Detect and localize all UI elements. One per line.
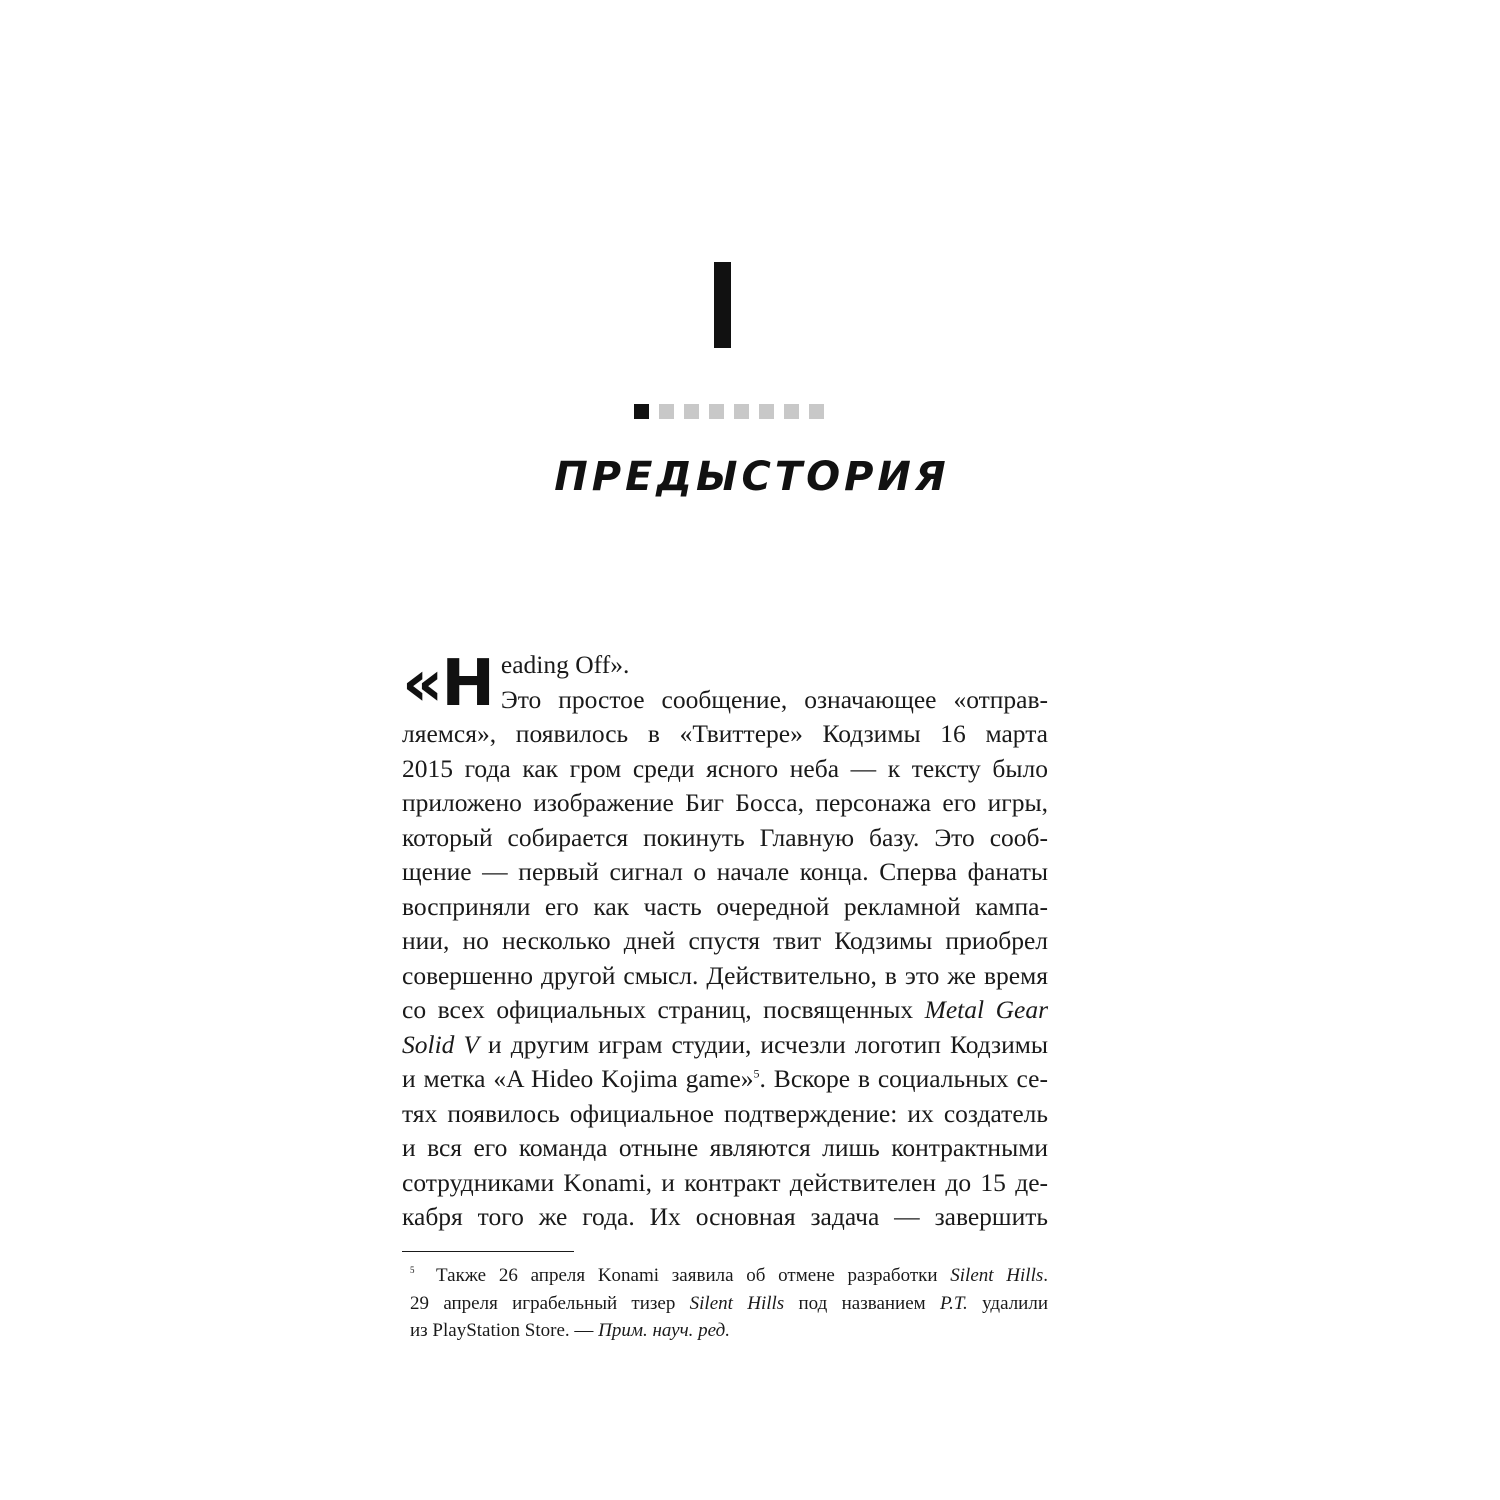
- footnote-text: 29 апреля играбельный тизер: [410, 1292, 690, 1314]
- body-line: [402, 855, 1048, 890]
- body-line: [402, 683, 1048, 718]
- footnote-text: удалили: [967, 1292, 1048, 1314]
- footnote-text: [402, 1262, 1048, 1345]
- body-line: [402, 648, 1048, 683]
- body-line: [402, 821, 1048, 856]
- footnote-line: [402, 1317, 1048, 1345]
- body-lines: [402, 648, 1048, 1235]
- footnote-text: Также 26 апреля Konami заявила об отмене разработки: [436, 1265, 951, 1286]
- body-italic-text: Metal Gear: [924, 995, 1048, 1024]
- footnote-italic-text: P.T.: [939, 1292, 968, 1314]
- footnote-ref: 5: [753, 1066, 760, 1081]
- body-italic-text: Solid V: [402, 1029, 480, 1059]
- body-text: совершенно другой смысл. Действительно, в это же время: [402, 960, 1048, 990]
- chapter-numeral-glyph: [714, 262, 731, 348]
- body-line: [402, 786, 1048, 821]
- progress-square: [784, 404, 799, 419]
- footnote-line: [402, 1290, 1048, 1318]
- chapter-title: ПРЕДЫСТОРИЯ: [554, 454, 950, 500]
- body-line: [402, 752, 1048, 787]
- progress-square: [734, 404, 749, 419]
- progress-square-active: [634, 404, 649, 419]
- body-text: сотрудниками Konami, и контракт действителен до 15 де-: [402, 1167, 1048, 1197]
- body-line: [402, 890, 1048, 925]
- footnote: [402, 1262, 1048, 1345]
- chapter-progress: [634, 404, 814, 419]
- progress-square: [809, 404, 824, 419]
- footnote-number: 5: [410, 1265, 415, 1275]
- body-text: со всех официальных страниц, посвященных: [402, 995, 925, 1024]
- body-paragraph: [402, 648, 1048, 1235]
- body-line: [402, 1200, 1048, 1235]
- body-line: [402, 1166, 1048, 1201]
- body-text: eading Off».: [500, 650, 630, 679]
- body-line: [402, 1131, 1048, 1166]
- body-text: и другим играм студии, исчезли логотип Кодзимы: [479, 1029, 1049, 1059]
- body-line: [402, 1097, 1048, 1132]
- body-text: нии, но несколько дней спустя твит Кодзимы приобрел: [402, 926, 1048, 955]
- footnote-italic-text: Silent Hills: [689, 1292, 785, 1314]
- body-text: кабря того же года. Их основная задача — завершить: [402, 1202, 1048, 1231]
- body-text: который собирается покинуть Главную базу. Это сооб-: [402, 822, 1048, 852]
- footnote-rule: [402, 1251, 574, 1252]
- body-text: восприняли его как часть очередной рекламной кампа-: [402, 891, 1048, 921]
- drop-cap: «H: [402, 647, 493, 721]
- body-text: Это простое сообщение, означающее «отправ-: [500, 684, 1048, 714]
- footnote-italic-text: Прим. науч. ред.: [598, 1320, 730, 1341]
- footnote-text: .: [1043, 1265, 1048, 1286]
- body-line: [402, 993, 1048, 1028]
- footnote-text: из PlayStation Store. —: [410, 1320, 599, 1341]
- body-text: и вся его команда отныне являются лишь контрактными: [402, 1133, 1048, 1162]
- progress-square: [659, 404, 674, 419]
- progress-square: [759, 404, 774, 419]
- body-text: щение — первый сигнал о начале конца. Сперва фанаты: [402, 857, 1048, 886]
- progress-square: [709, 404, 724, 419]
- progress-square: [684, 404, 699, 419]
- body-text: и метка «A Hideo Kojima game»: [402, 1064, 754, 1093]
- chapter-numeral: [0, 262, 1500, 353]
- body-text: тях появилось официальное подтверждение: их создатель: [402, 1098, 1048, 1128]
- body-line: [402, 1028, 1048, 1063]
- footnote-italic-text: Silent Hills: [950, 1265, 1044, 1286]
- body-text: . Вскоре в социальных се-: [759, 1064, 1048, 1093]
- body-text: 2015 года как гром среди ясного неба — к тексту было: [402, 753, 1048, 783]
- body-text: приложено изображение Биг Босса, персонажа его игры,: [402, 788, 1048, 817]
- footnote-line: [402, 1262, 1048, 1290]
- body-text: ляемся», появилось в «Твиттере» Кодзимы 16 марта: [402, 719, 1048, 748]
- footnote-text: под названием: [784, 1292, 940, 1314]
- body-line: [402, 1062, 1048, 1097]
- body-line: [402, 717, 1048, 752]
- body-line: [402, 959, 1048, 994]
- body-line: [402, 924, 1048, 959]
